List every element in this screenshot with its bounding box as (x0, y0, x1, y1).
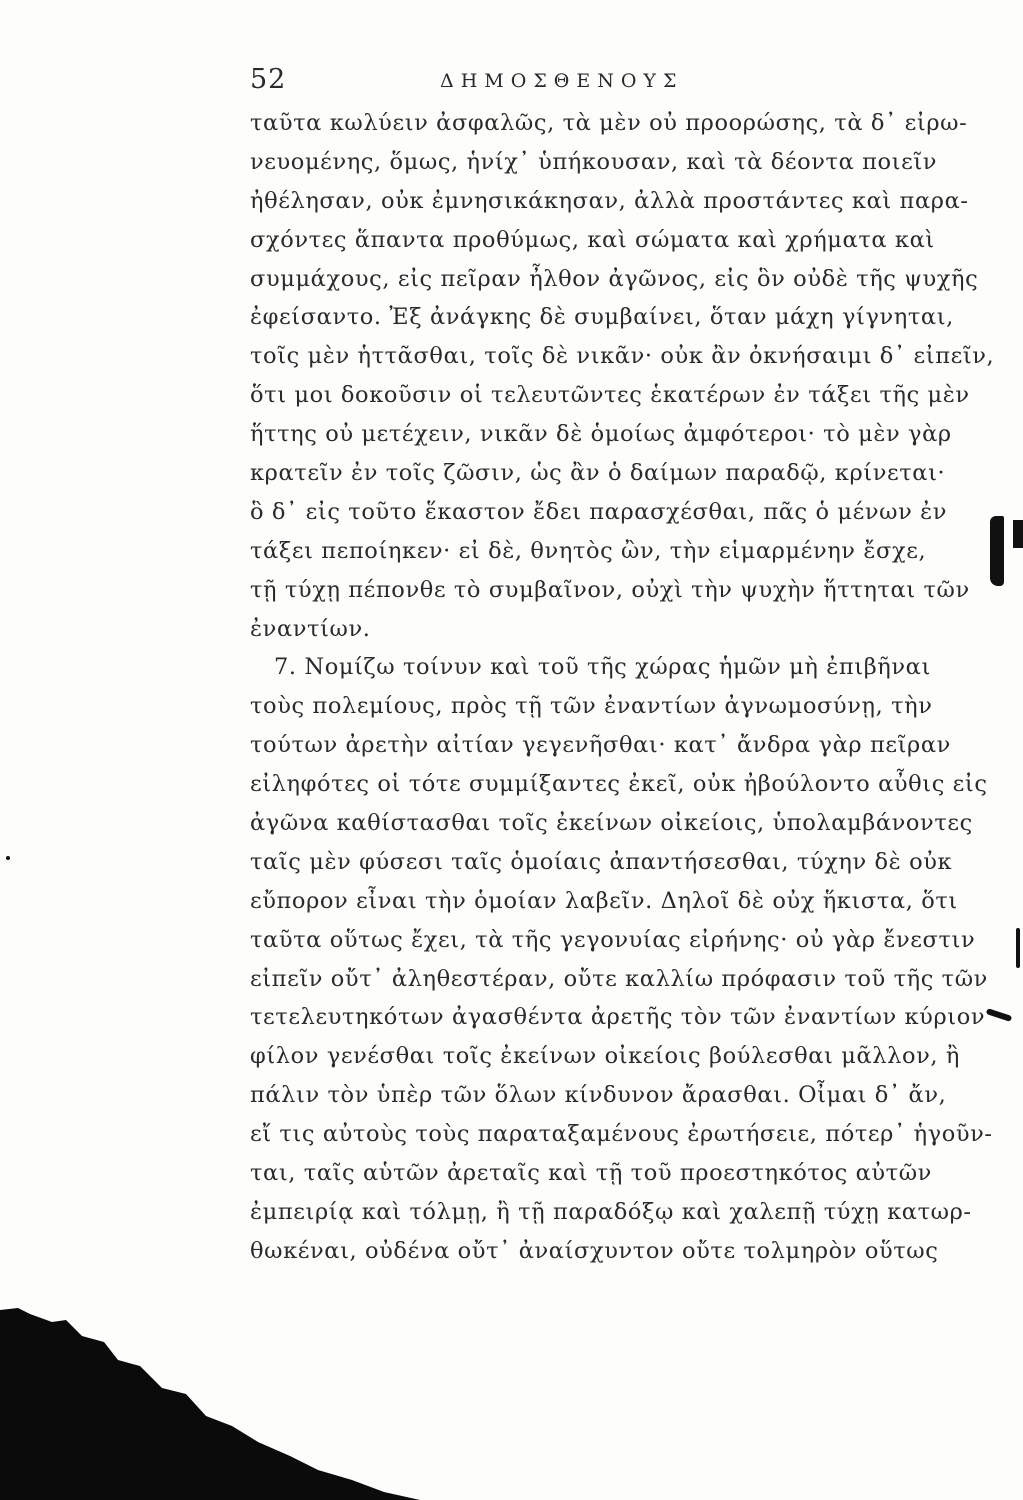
text-line: τοὺς πολεμίους, πρὸς τῇ τῶν ἐναντίων ἀγνωμοσύνῃ, τὴν (250, 693, 933, 720)
page-number: 52 (250, 64, 287, 95)
text-line: ἐναντίων. (250, 615, 371, 642)
text-line: ὃ δ᾽ εἰς τοῦτο ἕκαστον ἔδει παρασχέσθαι, πᾶς ὁ μένων ἐν (250, 498, 948, 525)
text-line: ταῦτα οὕτως ἔχει, τὰ τῆς γεγονυίας εἰρήνης· οὐ γὰρ ἔνεστιν (250, 926, 976, 953)
text-line: ταῦτα κωλύειν ἀσφαλῶς, τὰ μὲν οὐ προορώσης, τὰ δ᾽ εἰρω- (250, 110, 968, 136)
text-line: εἰπεῖν οὔτ᾽ ἀληθεστέραν, οὔτε καλλίω πρόφασιν τοῦ τῆς τῶν (250, 965, 988, 992)
main-text (250, 104, 995, 1271)
torn-corner (0, 1270, 420, 1500)
margin-ink-mark (1016, 928, 1020, 968)
text-line: εὔπορον εἶναι τὴν ὁμοίαν λαβεῖν. Δηλοῖ δὲ οὐχ ἥκιστα, ὅτι (250, 887, 958, 914)
running-title: ΔΗΜΟΣΘΕΝΟΥΣ (440, 70, 684, 92)
text-line: ὅτι μοι δοκοῦσιν οἱ τελευτῶντες ἑκατέρων ἐν τάξει τῆς μὲν (250, 382, 970, 409)
margin-ink-mark (986, 1008, 1013, 1022)
text-line: πάλιν τὸν ὑπὲρ τῶν ὅλων κίνδυνον ἄρασθαι. Οἶμαι δ᾽ ἄν, (250, 1082, 947, 1109)
text-line: τοῖς μὲν ἡττᾶσθαι, τοῖς δὲ νικᾶν· οὐκ ἂν ὀκνήσαιμι δ᾽ εἰπεῖν, (250, 343, 995, 370)
text-line: ἐφείσαντο. Ἐξ ἀνάγκης δὲ συμβαίνει, ὅταν μάχη γίγνηται, (250, 304, 954, 331)
text-line: συμμάχους, εἰς πεῖραν ἦλθον ἀγῶνος, εἰς ὃν οὐδὲ τῆς ψυχῆς (250, 265, 979, 292)
text-line: φίλον γενέσθαι τοῖς ἐκείνων οἰκείοις βούλεσθαι μᾶλλον, ἢ (250, 1043, 960, 1070)
text-line: τάξει πεποίηκεν· εἰ δὲ, θνητὸς ὢν, τὴν εἱμαρμένην ἔσχε, (250, 537, 927, 564)
text-line: τῇ τύχῃ πέπονθε τὸ συμβαῖνον, οὐχὶ τὴν ψυχὴν ἥττηται τῶν (250, 576, 970, 603)
margin-ink-mark (1013, 520, 1023, 548)
text-line: ται, ταῖς αὑτῶν ἀρεταῖς καὶ τῇ τοῦ προεστηκότος αὐτῶν (250, 1160, 932, 1187)
margin-dot (6, 856, 10, 860)
text-line: εἴ τις αὐτοὺς τοὺς παραταξαμένους ἐρωτήσειε, πότερ᾽ ἡγοῦν- (250, 1121, 993, 1148)
page-header (250, 64, 903, 104)
section-start-line: 7. Νομίζω τοίνυν καὶ τοῦ τῆς χώρας ἡμῶν μὴ ἐπιβῆναι (274, 654, 931, 681)
text-line: ἠθέλησαν, οὐκ ἐμνησικάκησαν, ἀλλὰ προστάντες καὶ παρα- (250, 187, 969, 214)
text-line: ταῖς μὲν φύσεσι ταῖς ὁμοίαις ἀπαντήσεσθαι, τύχην δὲ οὐκ (250, 848, 953, 875)
margin-ink-mark (990, 516, 1004, 586)
text-line: κρατεῖν ἐν τοῖς ζῶσιν, ὡς ἂν ὁ δαίμων παραδῷ, κρίνεται· (250, 460, 946, 487)
text-line: ἀγῶνα καθίστασθαι τοῖς ἐκείνων οἰκείοις, ὑπολαμβάνοντες (250, 810, 973, 837)
text-line: ἥττης οὐ μετέχειν, νικᾶν δὲ ὁμοίως ἀμφότεροι· τὸ μὲν γὰρ (250, 421, 952, 448)
text-line: τούτων ἀρετὴν αἰτίαν γεγενῆσθαι· κατ᾽ ἄνδρα γὰρ πεῖραν (250, 732, 951, 759)
text-line: τετελευτηκότων ἀγασθέντα ἀρετῆς τὸν τῶν ἐναντίων κύριον (250, 1004, 986, 1031)
text-line: σχόντες ἅπαντα προθύμως, καὶ σώματα καὶ χρήματα καὶ (250, 226, 935, 253)
text-line: εἰληφότες οἱ τότε συμμίξαντες ἐκεῖ, οὐκ ἠβούλοντο αὖθις εἰς (250, 771, 988, 798)
text-line: ἐμπειρίᾳ καὶ τόλμῃ, ἢ τῇ παραδόξῳ καὶ χαλεπῇ τύχῃ κατωρ- (250, 1198, 972, 1225)
text-line: θωκέναι, οὐδένα οὔτ᾽ ἀναίσχυντον οὔτε τολμηρὸν οὕτως (250, 1237, 939, 1264)
text-line: νευομένης, ὅμως, ἡνίχ᾽ ὑπήκουσαν, καὶ τὰ δέοντα ποιεῖν (250, 148, 938, 175)
